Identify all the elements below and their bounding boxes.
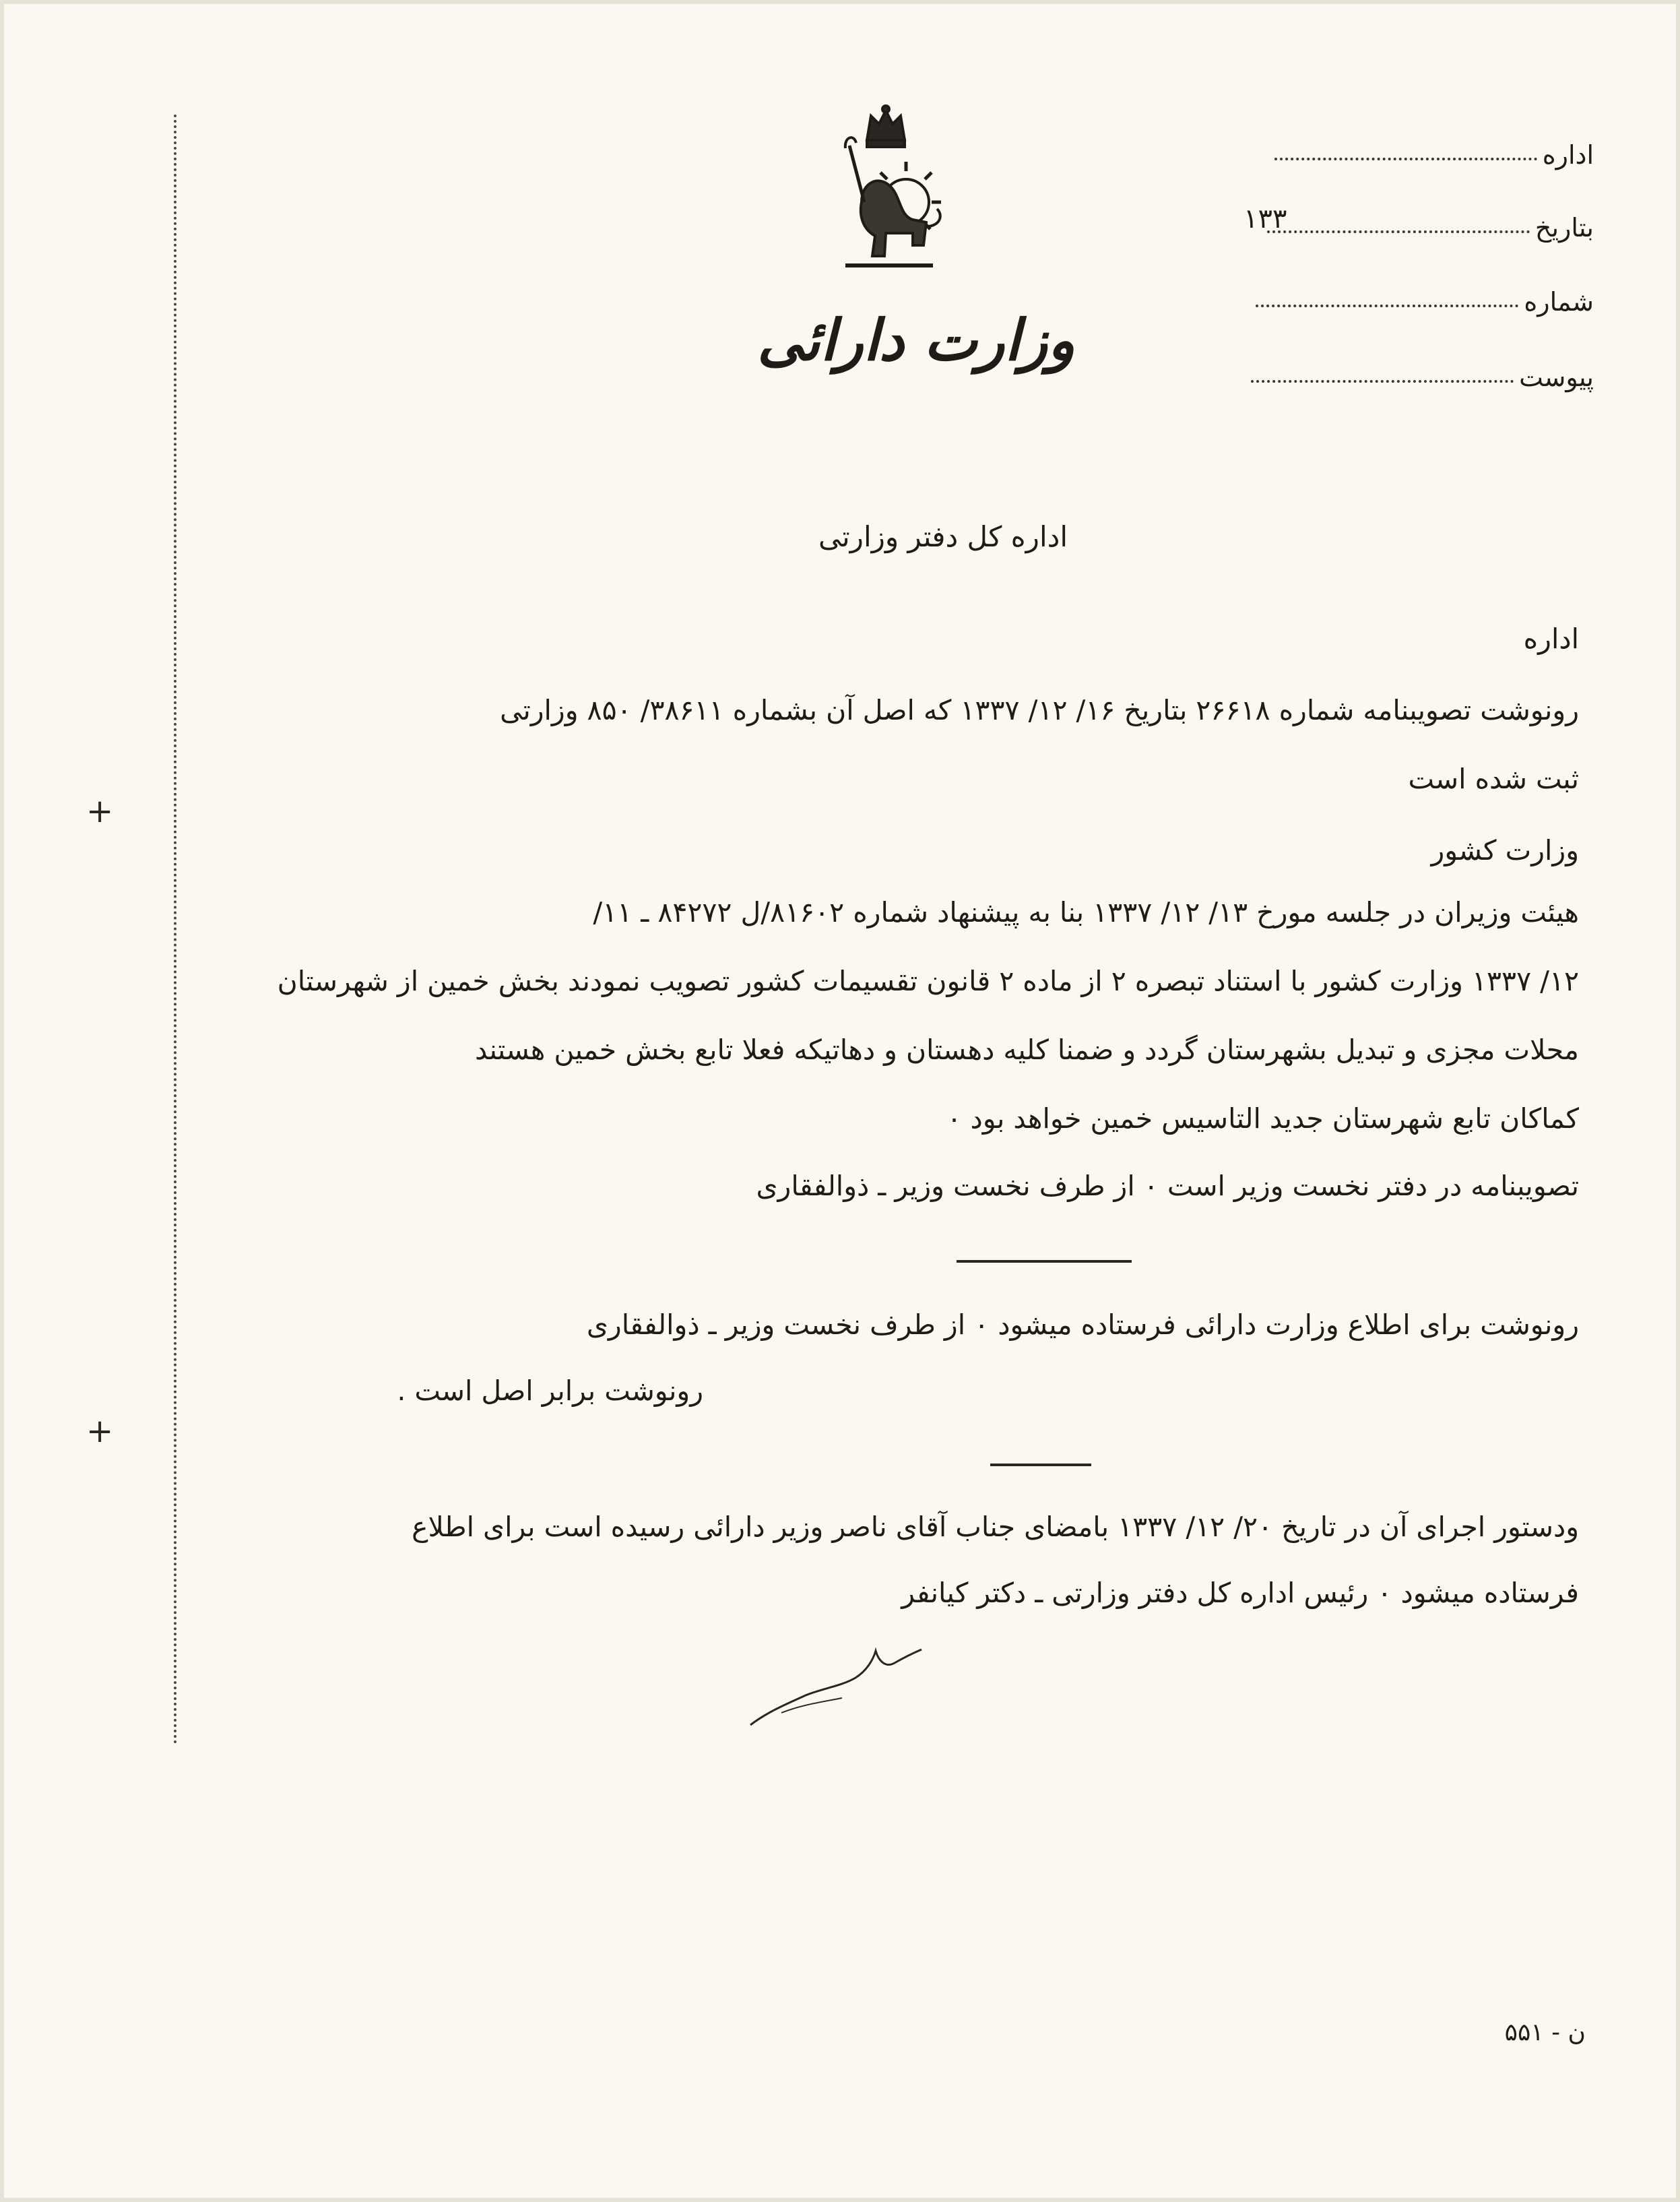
body-line: فرستاده میشود ۰ رئیس اداره کل دفتر وزارتی ـ دکتر کیانفر xyxy=(901,1577,1579,1609)
body-line: رونوشت برای اطلاع وزارت دارائی فرستاده میشود ۰ از طرف نخست وزیر ـ ذوالفقاری xyxy=(586,1309,1579,1341)
body-line: ودستور اجرای آن در تاریخ ۲۰/ ۱۲/ ۱۳۳۷ بامضای جناب آقای ناصر وزیر دارائی رسیده است برای اطلاع xyxy=(412,1511,1579,1543)
body-line: ثبت شده است xyxy=(1408,763,1579,795)
office-label: اداره xyxy=(1542,140,1594,170)
date-value: ۱۳۳ xyxy=(1243,203,1287,234)
body-line: وزارت کشور xyxy=(1431,834,1579,867)
header-office-row xyxy=(1274,129,1594,170)
separator-line xyxy=(990,1464,1091,1466)
header-number-row xyxy=(1256,276,1594,317)
dotted-fill-line xyxy=(1274,148,1537,160)
header-attachment-row xyxy=(1251,352,1594,392)
body-line: تصویبنامه در دفتر نخست وزیر است ۰ از طرف نخست وزیر ـ ذوالفقاری xyxy=(756,1170,1579,1202)
body-line: محلات مجزی و تبدیل بشهرستان گردد و ضمنا کلیه دهستان و دهاتیکه فعلا تابع بخش خمین هستند xyxy=(474,1034,1579,1066)
margin-dotted-line xyxy=(174,115,176,1745)
form-code: ن - ۵۵۱ xyxy=(1504,2019,1586,2046)
body-line: رونوشت تصویبنامه شماره ۲۶۶۱۸ بتاریخ ۱۶/ ۱۲/ ۱۳۳۷ که اصل آن بشماره ۳۸۶۱۱/ ۸۵۰ وزارتی xyxy=(500,694,1579,726)
margin-plus-mark: + xyxy=(86,1412,114,1450)
body-line: هیئت وزیران در جلسه مورخ ۱۳/ ۱۲/ ۱۳۳۷ بنا به پیشنهاد شماره ۸۱۶۰۲/ل ۸۴۲۷۲ ـ ۱۱/ xyxy=(593,896,1579,929)
separator-line xyxy=(957,1260,1132,1263)
margin-plus-mark: + xyxy=(86,792,114,830)
dotted-fill-line xyxy=(1251,371,1514,383)
header-date-row xyxy=(1267,202,1594,243)
number-label: شماره xyxy=(1524,287,1594,317)
document-title: اداره کل دفتر وزارتی xyxy=(818,520,1068,553)
dotted-fill-line xyxy=(1267,221,1530,233)
ministry-name: وزارت دارائی xyxy=(757,307,1075,373)
body-line: ۱۲/ ۱۳۳۷ وزارت کشور با استناد تبصره ۲ از ماده ۲ قانون تقسیمات کشور تصویب نمودند بخش خمین از شهرستان xyxy=(277,965,1579,997)
signature-scribble-icon xyxy=(741,1631,943,1738)
attachment-label: پیوست xyxy=(1519,363,1594,392)
body-line: رونوشت برابر اصل است . xyxy=(397,1375,703,1407)
lion-and-sun-emblem-icon xyxy=(805,101,967,290)
body-line: اداره xyxy=(1523,623,1579,655)
date-label: بتاریخ xyxy=(1534,213,1594,243)
dotted-fill-line xyxy=(1256,295,1518,307)
body-line: کماکان تابع شهرستان جدید التاسیس خمین خواهد بود ۰ xyxy=(946,1102,1579,1135)
